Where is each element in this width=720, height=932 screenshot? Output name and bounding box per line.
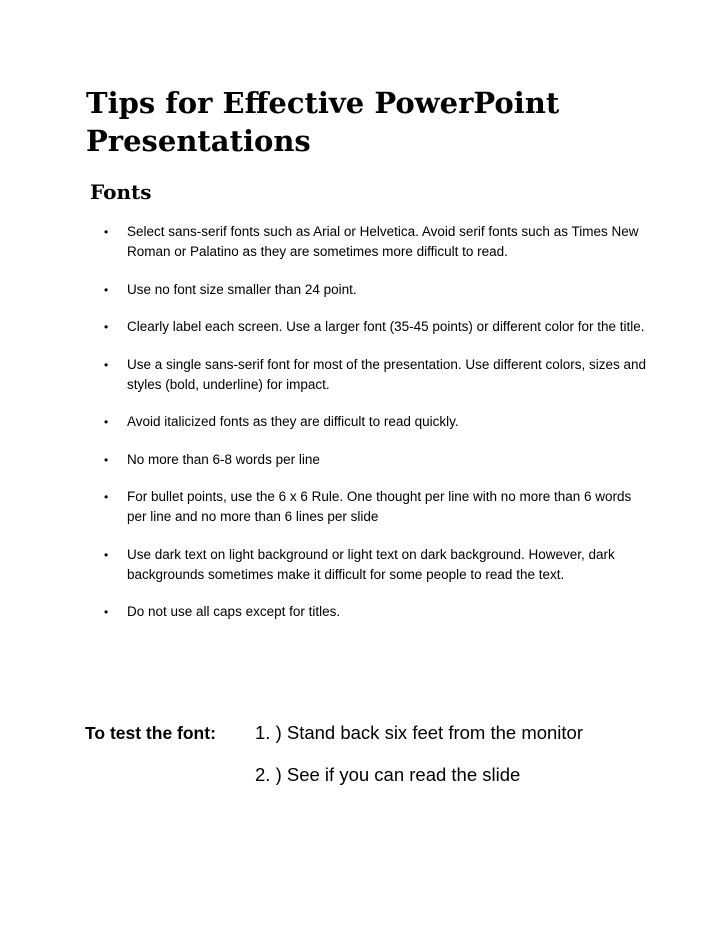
bullet-icon: •: [104, 490, 109, 504]
bullet-icon: •: [104, 547, 109, 562]
bullet-icon: •: [104, 282, 109, 297]
font-tips-list: [0, 222, 720, 640]
list-item: [0, 280, 720, 300]
list-item-text: Use dark text on light background or light text on dark background. However, dark backgrounds sometimes make it difficult for some people to read the text.: [127, 546, 615, 582]
list-item: [0, 355, 720, 395]
list-item-text: Avoid italicized fonts as they are difficult to read quickly.: [127, 414, 459, 429]
bullet-icon: •: [104, 415, 109, 429]
bullet-icon: •: [104, 320, 109, 334]
font-test-label: To test the font:: [85, 723, 216, 743]
list-item: [0, 450, 720, 470]
list-item-text: Do not use all caps except for titles.: [127, 604, 341, 619]
list-item: [0, 412, 720, 432]
list-item: [0, 602, 720, 622]
section-heading-fonts: Fonts: [90, 180, 152, 204]
list-item-text: Use a single sans-serif font for most of the presentation. Use different colors, sizes and styles (bold, underline) for impact.: [127, 356, 647, 392]
bullet-icon: •: [104, 225, 109, 239]
list-item-text: Clearly label each screen. Use a larger font (35-45 points) or different color for the title.: [127, 319, 645, 334]
page-title: Tips for Effective PowerPoint Presentations: [86, 86, 560, 158]
list-item: [0, 222, 720, 262]
list-item: [0, 487, 720, 527]
list-item: [0, 545, 720, 585]
bullet-icon: •: [104, 357, 109, 372]
font-test-step-1: 1. ) Stand back six feet from the monitor: [255, 722, 584, 743]
list-item-text: No more than 6-8 words per line: [127, 451, 320, 467]
font-test-step-2: 2. ) See if you can read the slide: [255, 764, 521, 785]
list-item-text: For bullet points, use the 6 x 6 Rule. One thought per line with no more than 6 words per line and no more than 6 lines per slide: [127, 489, 632, 524]
bullet-icon: •: [104, 605, 109, 619]
list-item: [0, 317, 720, 337]
list-item-text: Use no font size smaller than 24 point.: [127, 281, 357, 297]
bullet-icon: •: [104, 452, 109, 467]
list-item-text: Select sans-serif fonts such as Arial or Helvetica. Avoid serif fonts such as Times New Roman or Palatino as they are sometimes more difficult to read.: [127, 224, 639, 259]
